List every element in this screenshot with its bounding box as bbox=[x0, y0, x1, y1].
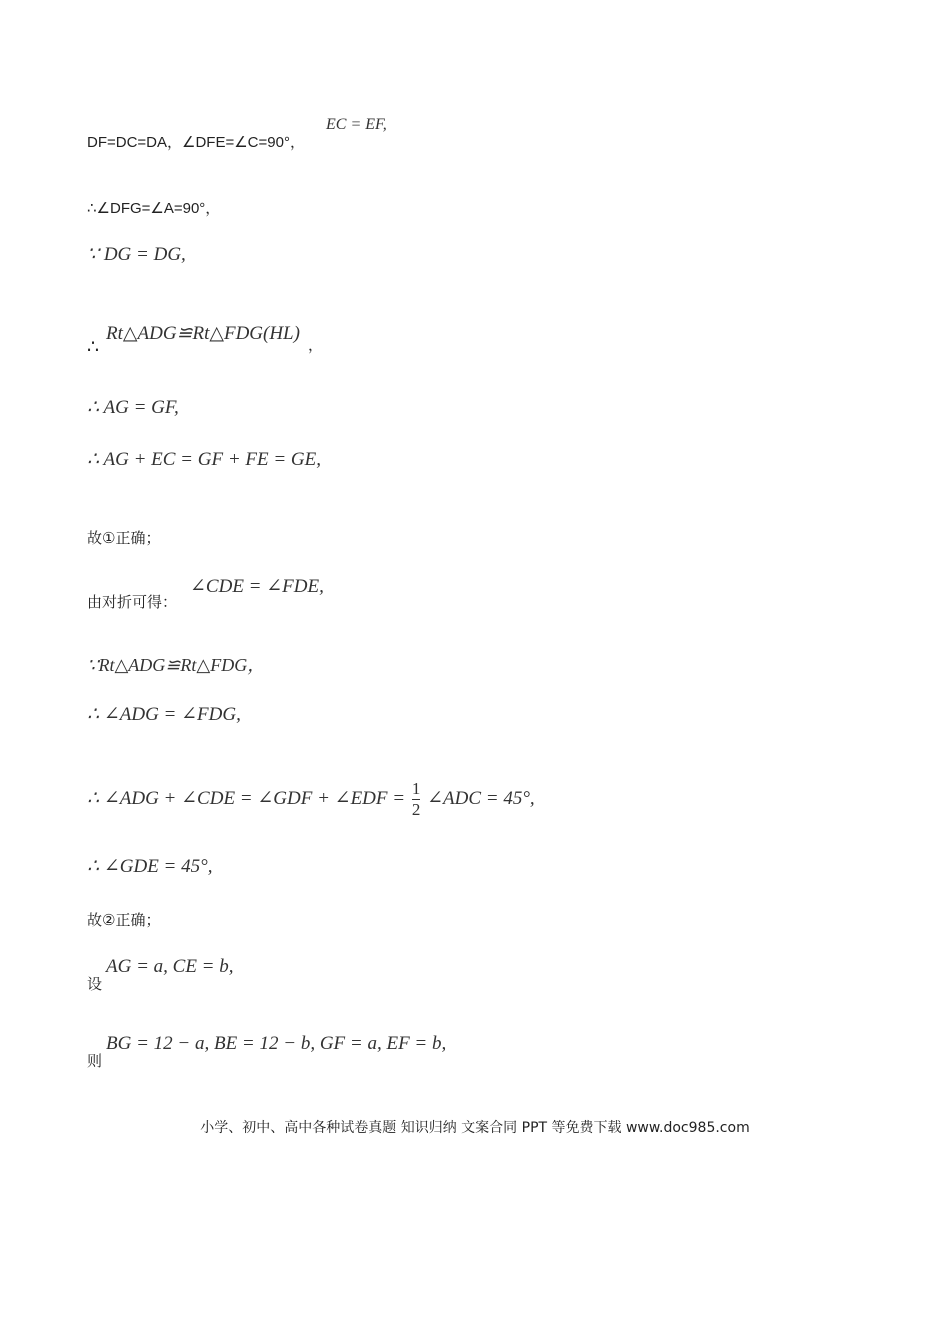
math-expression: AG = a, CE = b, bbox=[106, 956, 234, 977]
math-expression: ∠CDE = ∠FDE, bbox=[190, 576, 324, 597]
math-rhs: ∠ADC = 45°, bbox=[427, 787, 535, 809]
math-expression: ∵ DG = DG, bbox=[87, 244, 186, 265]
fraction-denominator: 2 bbox=[411, 800, 421, 819]
math-expression: ∴ ∠GDE = 45°, bbox=[87, 856, 213, 877]
math-expression bbox=[87, 780, 535, 819]
page-footer: 小学、初中、高中各种试卷真题 知识归纳 文案合同 PPT 等免费下载 www.doc985.com bbox=[200, 1120, 750, 1136]
math-lhs: ∴ ∠ADG + ∠CDE = ∠GDF + ∠EDF = bbox=[87, 787, 406, 809]
text-line: ∴∠DFG=∠A=90°， bbox=[87, 200, 221, 217]
therefore-symbol: ∴ bbox=[87, 337, 100, 358]
text-line: 故②正确； bbox=[87, 912, 161, 929]
text-line: 则 bbox=[87, 1053, 103, 1070]
math-expression: EC = EF, bbox=[326, 116, 387, 133]
math-expression: ∴ AG = GF, bbox=[87, 397, 179, 418]
math-expression: ∴ AG + EC = GF + FE = GE, bbox=[87, 449, 322, 470]
fraction bbox=[412, 780, 421, 819]
math-expression: BG = 12 − a, BE = 12 − b, GF = a, EF = b, bbox=[106, 1033, 447, 1054]
fraction-numerator: 1 bbox=[411, 779, 421, 798]
text-line: 设 bbox=[87, 976, 103, 993]
math-expression: ∴ ∠ADG = ∠FDG, bbox=[87, 704, 241, 725]
text-line: DF=DC=DA，∠DFE=∠C=90°， bbox=[87, 134, 305, 151]
math-expression: ∵Rt△ADG≌Rt△FDG， bbox=[87, 655, 266, 675]
math-expression: Rt△ADG≌Rt△FDG(HL) bbox=[106, 323, 300, 344]
text-line: 故①正确； bbox=[87, 530, 161, 547]
punctuation: ， bbox=[308, 337, 324, 354]
text-line: 由对折可得： bbox=[87, 594, 178, 611]
